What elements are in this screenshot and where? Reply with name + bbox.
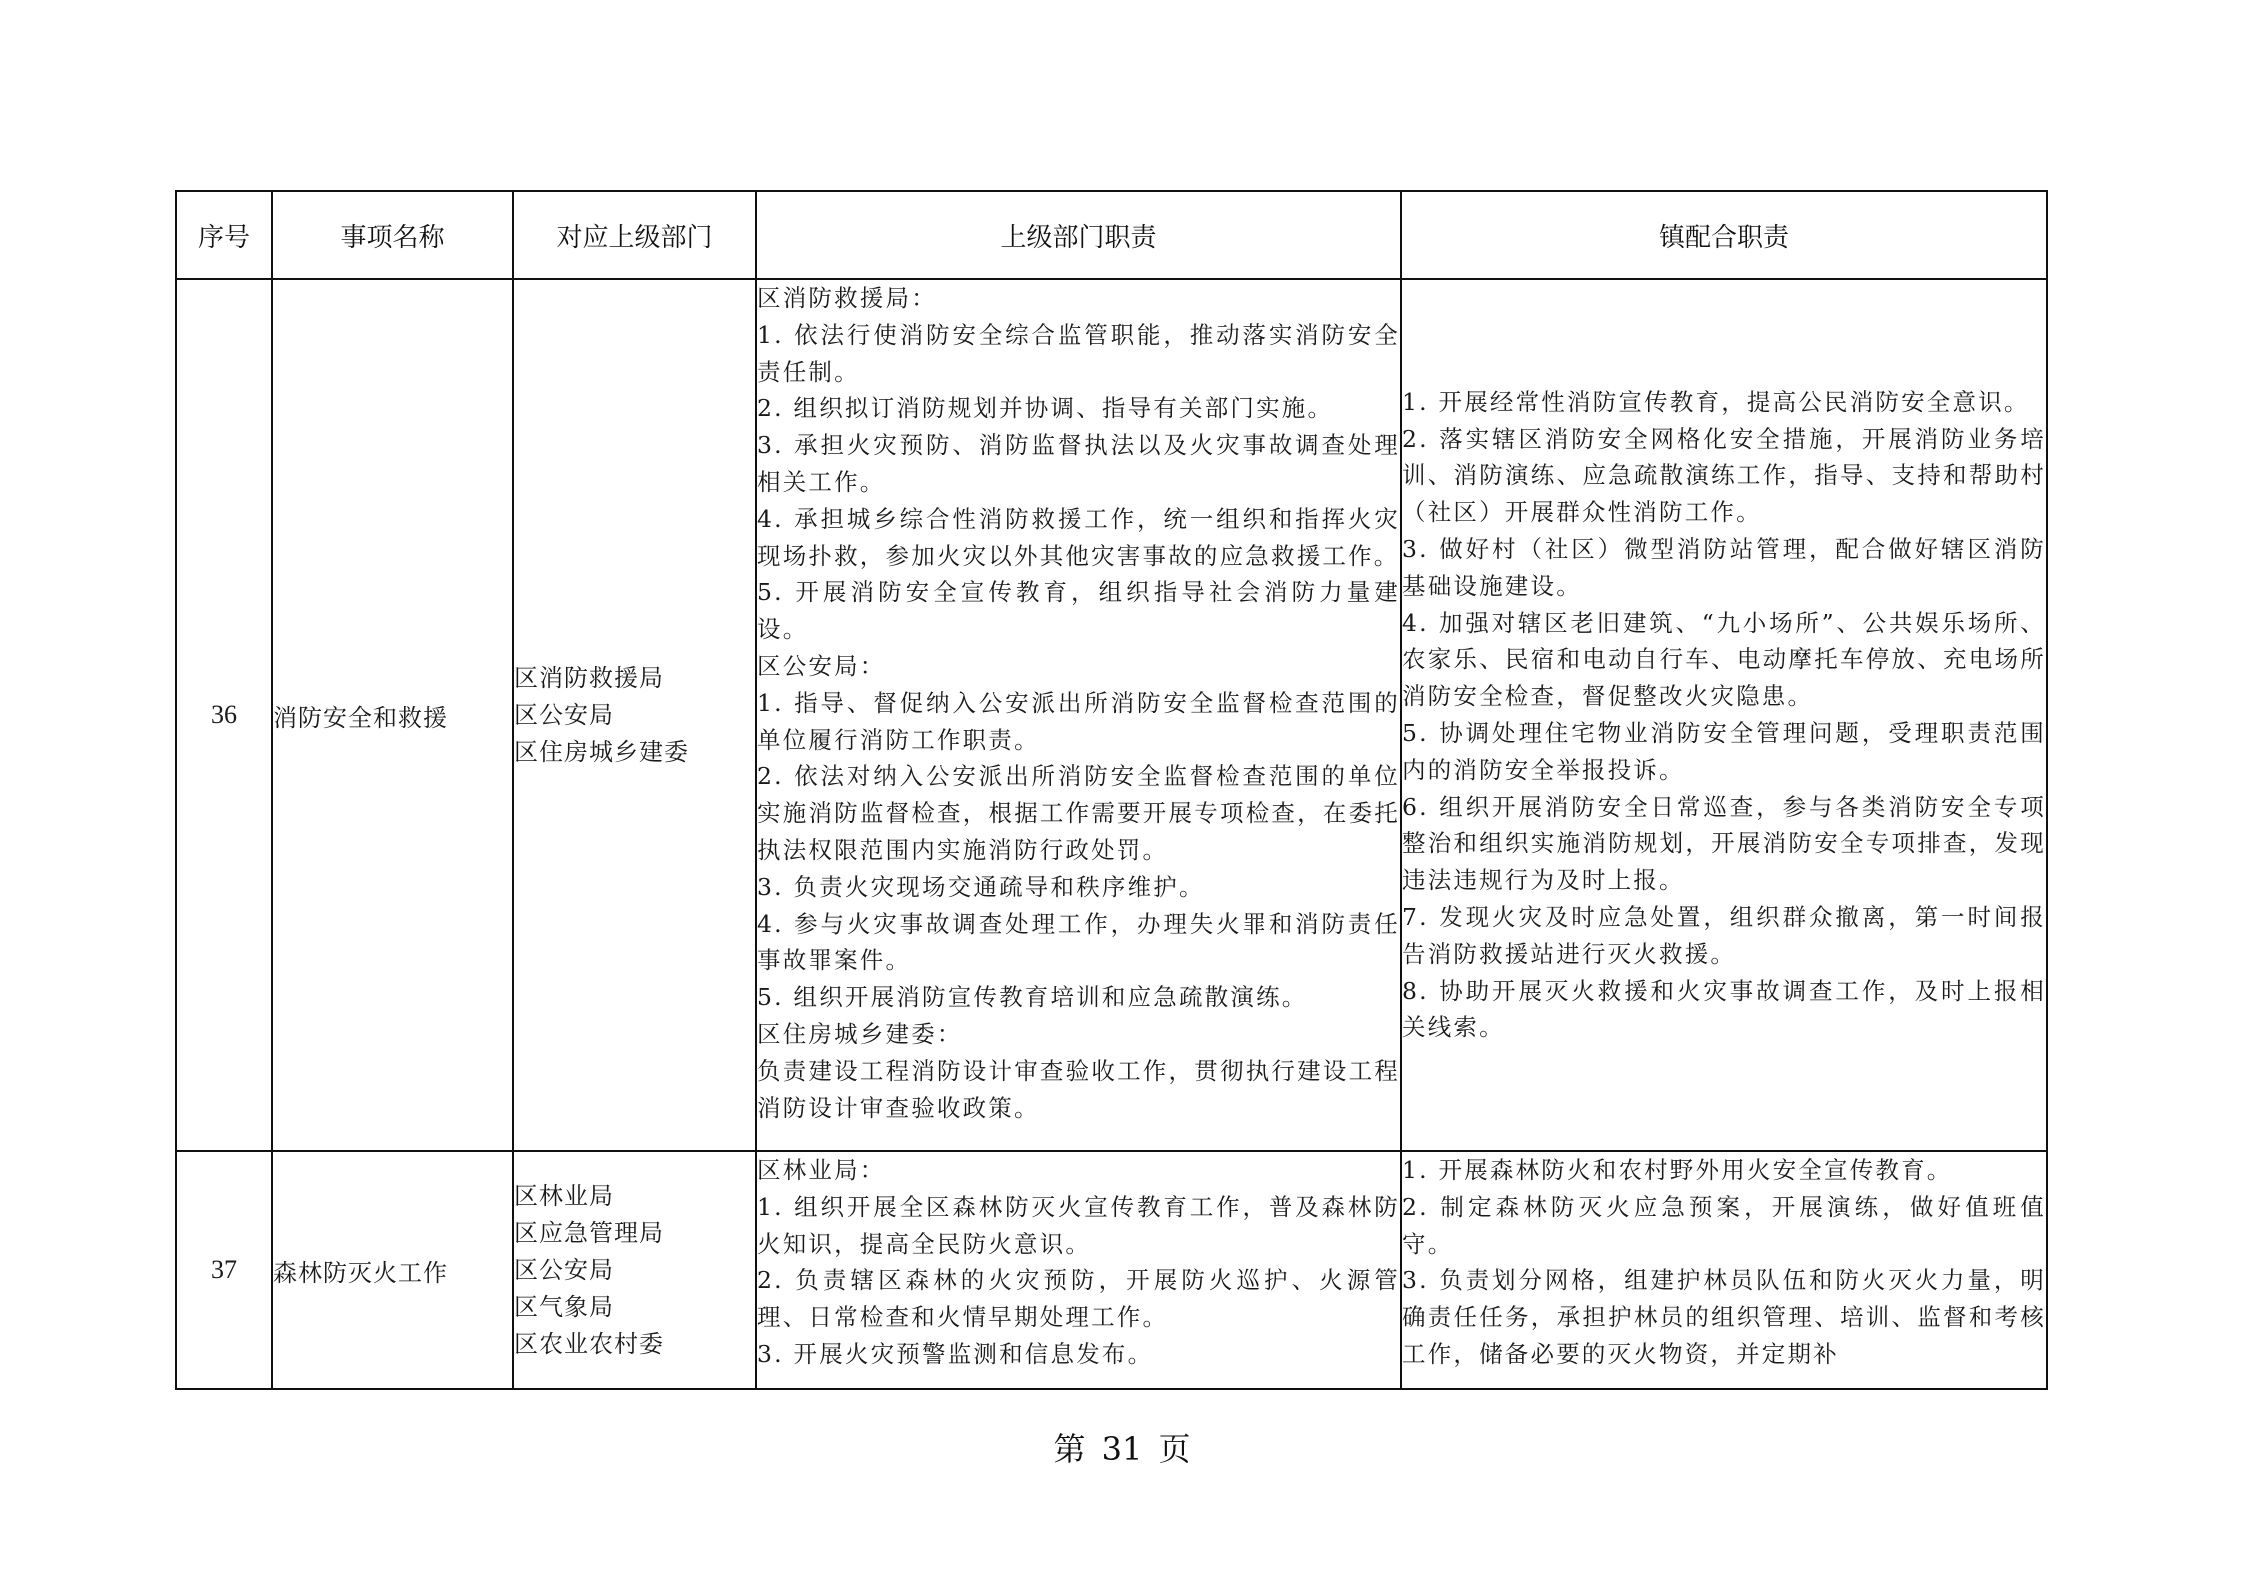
duty-line: 区公安局： (757, 651, 886, 680)
duty-line: 7. 发现火灾及时应急处置，组织群众撤离，第一时间报告消防救援站进行灭火救援。 (1402, 902, 2046, 968)
department: 区林业局 (514, 1181, 614, 1210)
duty-line: 5. 开展消防安全宣传教育，组织指导社会消防力量建设。 (757, 578, 1400, 644)
town-duties-cell (1401, 279, 2047, 1151)
department: 区公安局 (514, 700, 614, 729)
duty-line: 6. 组织开展消防安全日常巡查，参与各类消防安全专项整治和组织实施消防规划，开展消防安全专项排查，发现违法违规行为及时上报。 (1402, 792, 2046, 895)
departments-cell (513, 1151, 756, 1389)
department: 区住房城乡建委 (514, 737, 689, 766)
duty-line: 1. 开展经常性消防宣传教育，提高公民消防安全意识。 (1402, 387, 2030, 416)
duty-line: 2. 负责辖区森林的火灾预防，开展防火巡护、火源管理、日常检查和火情早期处理工作。 (757, 1266, 1400, 1332)
table-row (176, 1151, 2047, 1389)
duty-line: 8. 协助开展灭火救援和火灾事故调查工作，及时上报相关线索。 (1402, 976, 2046, 1042)
department: 区应急管理局 (514, 1218, 664, 1247)
department: 区气象局 (514, 1292, 614, 1321)
town-duties-cell (1401, 1151, 2047, 1389)
department: 区农业农村委 (514, 1329, 664, 1358)
upper-duties-cell (756, 1151, 1401, 1389)
item-name: 森林防灭火工作 (272, 1151, 513, 1389)
table-row (176, 279, 2047, 1151)
responsibility-table (175, 190, 2048, 1390)
upper-duties-cell (756, 279, 1401, 1151)
duty-line: 2. 制定森林防灭火应急预案，开展演练，做好值班值守。 (1402, 1192, 2046, 1258)
duty-line: 3. 开展火灾预警监测和信息发布。 (757, 1339, 1154, 1368)
duty-line: 1. 指导、督促纳入公安派出所消防安全监督检查范围的单位履行消防工作职责。 (757, 688, 1400, 754)
page-number: 第 31 页 (1053, 1430, 1191, 1468)
duty-line: 区消防救援局： (757, 284, 937, 312)
duty-line: 2. 组织拟订消防规划并协调、指导有关部门实施。 (757, 394, 1334, 423)
header-item-name: 事项名称 (272, 191, 513, 279)
duty-line: 1. 开展森林防火和农村野外用火安全宣传教育。 (1402, 1156, 1953, 1184)
duty-line: 5. 组织开展消防宣传教育培训和应急疏散演练。 (757, 983, 1308, 1012)
department: 区公安局 (514, 1255, 614, 1284)
duty-line: 3. 做好村（社区）微型消防站管理，配合做好辖区消防基础设施建设。 (1402, 535, 2046, 600)
header-upper-duties: 上级部门职责 (756, 191, 1401, 279)
duty-line: 4. 承担城乡综合性消防救援工作，统一组织和指挥火灾现场扑救，参加火灾以外其他灾害事故的应急救援工作。 (757, 504, 1400, 570)
department: 区消防救援局 (514, 663, 664, 692)
duty-line: 区住房城乡建委： (757, 1019, 963, 1048)
duty-line: 3. 负责划分网格，组建护林员队伍和防火灭火力量，明确责任任务，承担护林员的组织管理、培训、监督和考核工作，储备必要的灭火物资，并定期补 (1402, 1266, 2046, 1368)
duty-line: 4. 参与火灾事故调查处理工作，办理失火罪和消防责任事故罪案件。 (757, 909, 1400, 975)
duty-line: 负责建设工程消防设计审查验收工作，贯彻执行建设工程消防设计审查验收政策。 (757, 1056, 1400, 1122)
row-number: 37 (176, 1151, 272, 1389)
item-name: 消防安全和救援 (272, 279, 513, 1151)
header-upper-department: 对应上级部门 (513, 191, 756, 279)
header-town-duties: 镇配合职责 (1401, 191, 2047, 279)
duty-line: 2. 落实辖区消防安全网格化安全措施，开展消防业务培训、消防演练、应急疏散演练工作，指导、支持和帮助村（社区）开展群众性消防工作。 (1402, 424, 2046, 527)
duty-line: 4. 加强对辖区老旧建筑、“九小场所”、公共娱乐场所、农家乐、民宿和电动自行车、电动摩托车停放、充电场所消防安全检查，督促整改火灾隐患。 (1402, 608, 2046, 711)
header-no: 序号 (176, 191, 272, 279)
row-number: 36 (176, 279, 272, 1151)
departments-cell (513, 279, 756, 1151)
duty-line: 1. 组织开展全区森林防灭火宣传教育工作，普及森林防火知识，提高全民防火意识。 (757, 1192, 1400, 1258)
duty-line: 3. 负责火灾现场交通疏导和秩序维护。 (757, 872, 1205, 901)
duty-line: 5. 协调处理住宅物业消防安全管理问题，受理职责范围内的消防安全举报投诉。 (1402, 719, 2046, 784)
duty-line: 1. 依法行使消防安全综合监管职能，推动落实消防安全责任制。 (757, 320, 1400, 386)
duty-line: 2. 依法对纳入公安派出所消防安全监督检查范围的单位实施消防监督检查，根据工作需要开展专项检查，在委托执法权限范围内实施消防行政处罚。 (757, 762, 1400, 864)
duty-line: 区林业局： (757, 1156, 886, 1184)
duty-line: 3. 承担火灾预防、消防监督执法以及火灾事故调查处理相关工作。 (757, 431, 1400, 496)
table-header-row (176, 191, 2047, 279)
